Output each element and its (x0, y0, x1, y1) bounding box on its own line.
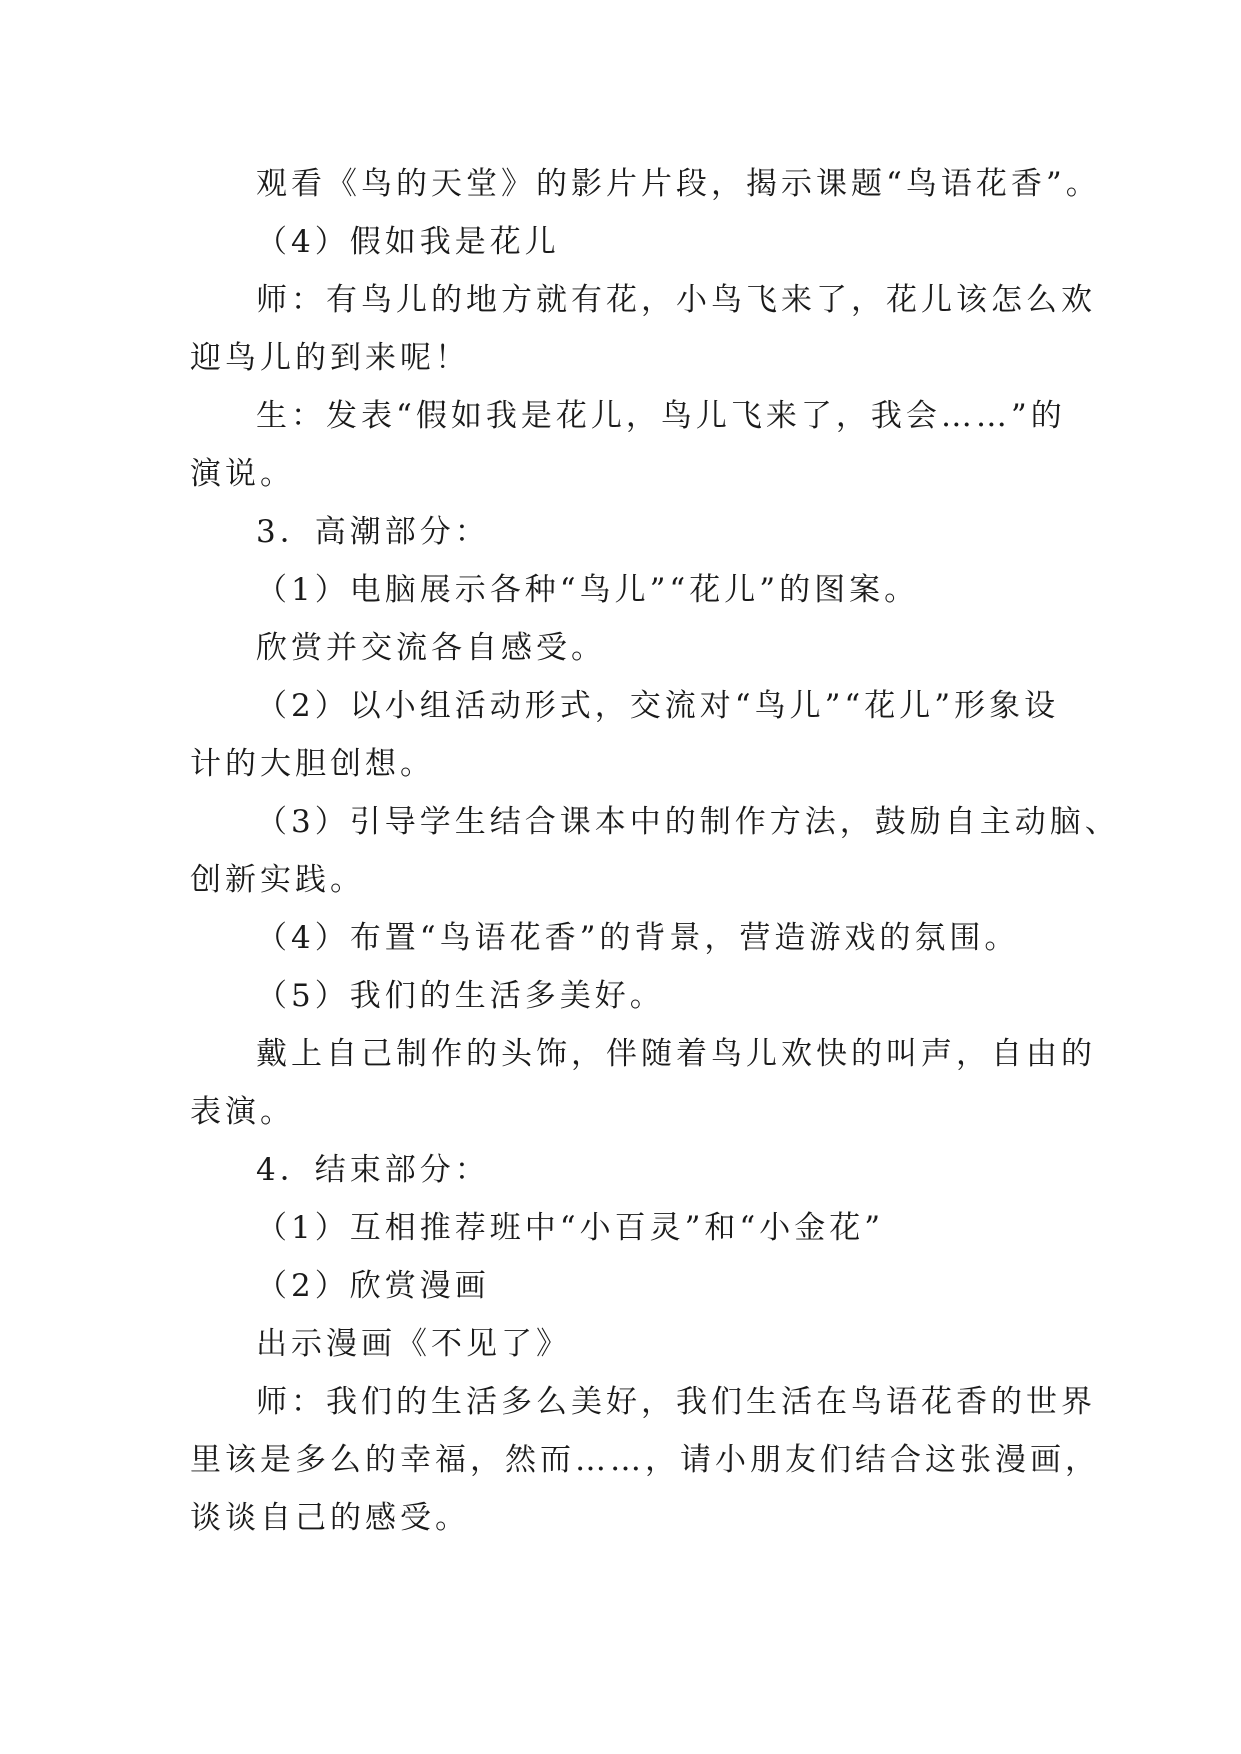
paragraph-line: 表演。 (190, 1094, 295, 1130)
paragraph-line: （3）引导学生结合课本中的制作方法，鼓励自主动脑、 (256, 804, 1120, 840)
paragraph-line: 里该是多么的幸福，然而……，请小朋友们结合这张漫画， (190, 1442, 1100, 1478)
section-heading: 4．结束部分： (256, 1152, 490, 1188)
paragraph-line: （1）互相推荐班中“小百灵”和“小金花” (256, 1210, 885, 1246)
paragraph-line: 计的大胆创想。 (190, 746, 435, 782)
paragraph-line: 创新实践。 (190, 862, 365, 898)
paragraph-line: 师：我们的生活多么美好，我们生活在鸟语花香的世界 (256, 1384, 1096, 1420)
paragraph-line: 生：发表“假如我是花儿，鸟儿飞来了，我会……”的 (256, 398, 1066, 434)
paragraph-line: （4）假如我是花儿 (256, 224, 560, 260)
paragraph-line: 欣赏并交流各自感受。 (256, 630, 606, 666)
paragraph-line: 谈谈自己的感受。 (190, 1500, 470, 1536)
paragraph-line: （4）布置“鸟语花香”的背景，营造游戏的氛围。 (256, 920, 1020, 956)
paragraph-line: 出示漫画《不见了》 (256, 1326, 571, 1362)
paragraph-line: （5）我们的生活多美好。 (256, 978, 665, 1014)
section-heading: 3．高潮部分： (256, 514, 490, 550)
paragraph-line: 戴上自己制作的头饰，伴随着鸟儿欢快的叫声，自由的 (256, 1036, 1096, 1072)
paragraph-line: （2）欣赏漫画 (256, 1268, 490, 1304)
paragraph-line: （2）以小组活动形式，交流对“鸟儿”“花儿”形象设 (256, 688, 1060, 724)
paragraph-line: 师：有鸟儿的地方就有花，小鸟飞来了，花儿该怎么欢 (256, 282, 1096, 318)
paragraph-line: （1）电脑展示各种“鸟儿”“花儿”的图案。 (256, 572, 920, 608)
paragraph-line: 观看《鸟的天堂》的影片片段，揭示课题“鸟语花香”。 (256, 166, 1101, 202)
paragraph-line: 迎鸟儿的到来呢！ (190, 340, 470, 376)
paragraph-line: 演说。 (190, 456, 295, 492)
